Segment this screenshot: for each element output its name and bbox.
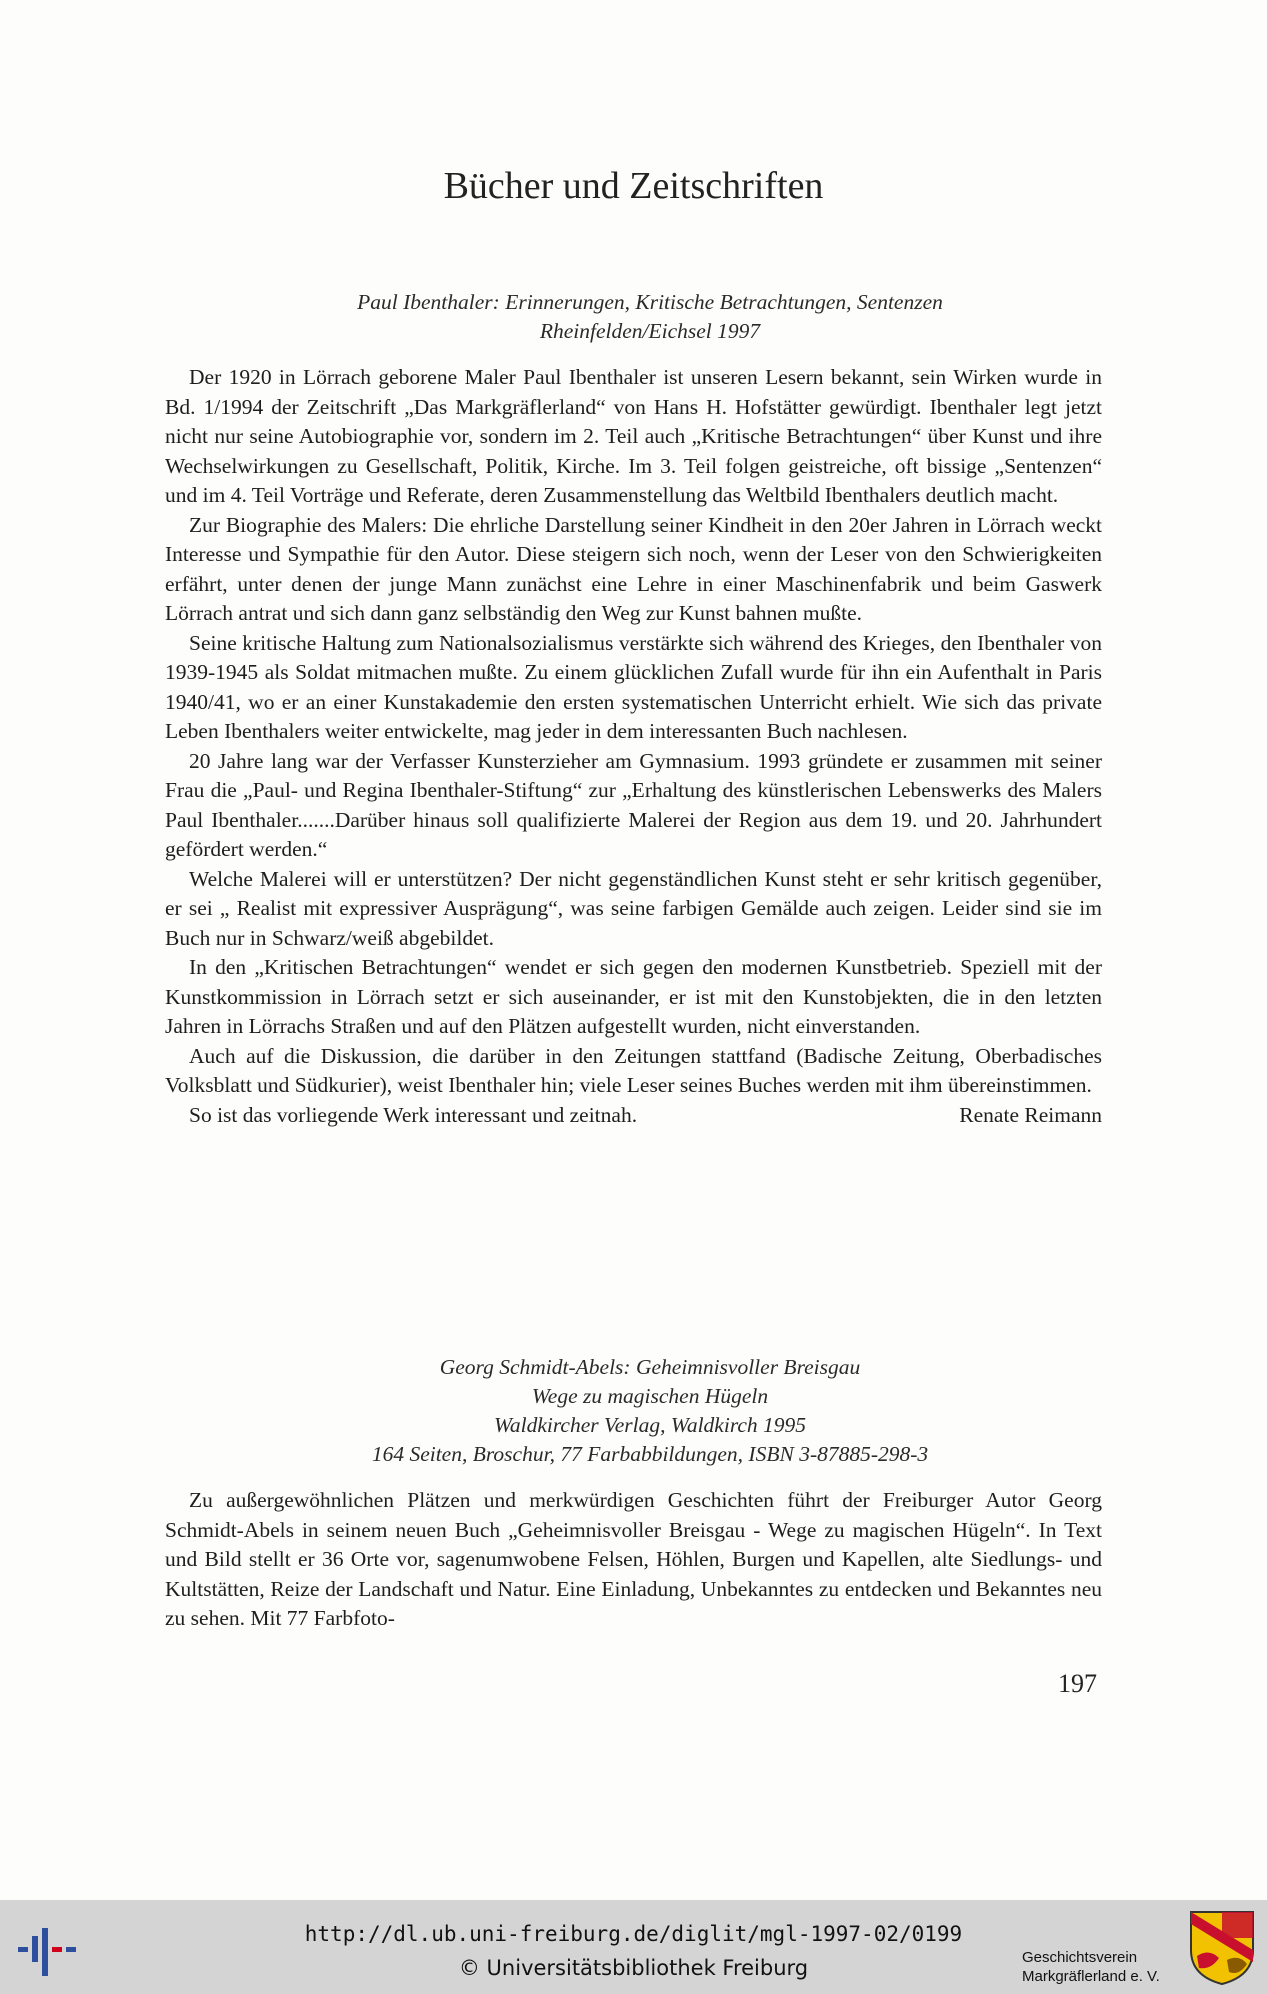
review1-paragraph: Zur Biographie des Malers: Die ehrliche Darstellung seiner Kindheit in den 20er Jahren in Lörrach weckt Interesse und Sympathie für den Autor. Diese steigern sich noch, wenn der Leser von den Schwierigkeiten erfährt, unter denen der junge Mann zunächst eine Lehre in einer Maschinenfabrik und beim Gaswerk Lörrach antrat und sich dann ganz selbständig den Weg zur Kunst bahnen mußte.: [165, 512, 1102, 625]
review2-bibliography: [165, 1353, 1135, 1469]
page-number: 197: [1058, 1669, 1097, 1698]
society-crest-icon: [1189, 1910, 1255, 1986]
review2-subtitle: Wege zu magischen Hügeln: [531, 1384, 769, 1408]
review1-closing-line: [165, 1101, 1102, 1131]
review1-body: [165, 363, 1102, 1130]
society-name-line2: Markgräflerland e. V.: [1022, 1968, 1160, 1985]
document-url[interactable]: http://dl.ub.uni-freiburg.de/diglit/mgl-1997-02/0199: [304, 1922, 963, 1946]
review1-closing: So ist das vorliegende Werk interessant und zeitnah.: [189, 1102, 638, 1127]
society-name-line1: Geschichtsverein: [1022, 1949, 1138, 1966]
review2-body: [165, 1486, 1102, 1634]
review1-paragraph: Auch auf die Diskussion, die darüber in den Zeitungen stattfand (Badische Zeitung, Oberbadisches Volksblatt und Südkurier), weist Ibenthaler hin; viele Leser seines Buches werden mit ihm übereinstimmen.: [165, 1043, 1102, 1097]
review1-paragraph: Seine kritische Haltung zum Nationalsozialismus verstärkte sich während des Krieges, den Ibenthaler von 1939-1945 als Soldat mitmachen mußte. Zu einem glücklichen Zufall wurde für ihn ein Aufenthalt in Paris 1940/41, wo er an einer Kunstakademie den ersten systematischen Unterricht erhielt. Wie sich das private Leben Ibenthalers weiter entwickelte, mag jeder in dem interessanten Buch nachlesen.: [165, 630, 1102, 743]
review1-paragraph: 20 Jahre lang war der Verfasser Kunsterzieher am Gymnasium. 1993 gründete er zusammen mit seiner Frau die „Paul- und Regina Ibenthaler-Stiftung“ zur „Erhaltung des künstlerischen Lebenswerks des Malers Paul Ibenthaler.......Darüber hinaus soll qualifizierte Malerei der Region aus dem 19. und 20. Jahrhundert gefördert werden.“: [165, 748, 1102, 861]
copyright-notice: © Universitätsbibliothek Freiburg: [458, 1956, 809, 1980]
society-name: [1022, 1948, 1160, 1986]
review1-bibliography: [165, 288, 1135, 346]
review1-author: Renate Reimann: [959, 1102, 1102, 1127]
review2-details: 164 Seiten, Broschur, 77 Farbabbildungen, ISBN 3-87885-298-3: [371, 1442, 929, 1466]
review2-paragraph: Zu außergewöhnlichen Plätzen und merkwürdigen Geschichten führt der Freiburger Autor Georg Schmidt-Abels in seinem neuen Buch „Geheimnisvoller Breisgau - Wege zu magischen Hügeln“. In Text und Bild stellt er 36 Orte vor, sagenumwobene Felsen, Höhlen, Burgen und Kapellen, alte Siedlungs- und Kultstätten, Reize der Landschaft und Natur. Eine Einladung, Unbekanntes zu entdecken und Bekanntes neu zu sehen. Mit 77 Farbfoto-: [165, 1488, 1102, 1630]
review2-title: Georg Schmidt-Abels: Geheimnisvoller Breisgau: [439, 1355, 861, 1379]
review2-publisher: Waldkircher Verlag, Waldkirch 1995: [493, 1413, 807, 1437]
footer-bar: [0, 1900, 1267, 1994]
section-heading: Bücher und Zeitschriften: [443, 165, 824, 207]
review1-paragraph: In den „Kritischen Betrachtungen“ wendet er sich gegen den modernen Kunstbetrieb. Speziell mit der Kunstkommission in Lörrach setzt er sich auseinander, er ist mit den Kunstobjekten, die in den letzten Jahren in Lörrachs Straßen und auf den Plätzen aufgestellt wurden, nicht einverstanden.: [165, 955, 1102, 1038]
review1-paragraph: Der 1920 in Lörrach geborene Maler Paul Ibenthaler ist unseren Lesern bekannt, sein Wirken wurde in Bd. 1/1994 der Zeitschrift „Das Markgräflerland“ von Hans H. Hofstätter gewürdigt. Ibenthaler legt jetzt nicht nur seine Autobiographie vor, sondern im 2. Teil auch „Kritische Betrachtungen“ über Kunst und ihre Wechselwirkungen zu Gesellschaft, Politik, Kirche. Im 3. Teil folgen geistreiche, oft bissige „Sentenzen“ und im 4. Teil Vorträge und Referate, deren Zusammenstellung das Weltbild Ibenthalers deutlich macht.: [165, 365, 1102, 507]
review1-paragraph: Welche Malerei will er unterstützen? Der nicht gegenständlichen Kunst steht er sehr kritisch gegenüber, er sei „ Realist mit expressiver Ausprägung“, was seine farbigen Gemälde auch zeigen. Leider sind sie im Buch nur in Schwarz/weiß abgebildet.: [165, 866, 1102, 950]
review1-title: Paul Ibenthaler: Erinnerungen, Kritische Betrachtungen, Sentenzen: [357, 290, 943, 314]
review1-publisher: Rheinfelden/Eichsel 1997: [539, 319, 761, 343]
